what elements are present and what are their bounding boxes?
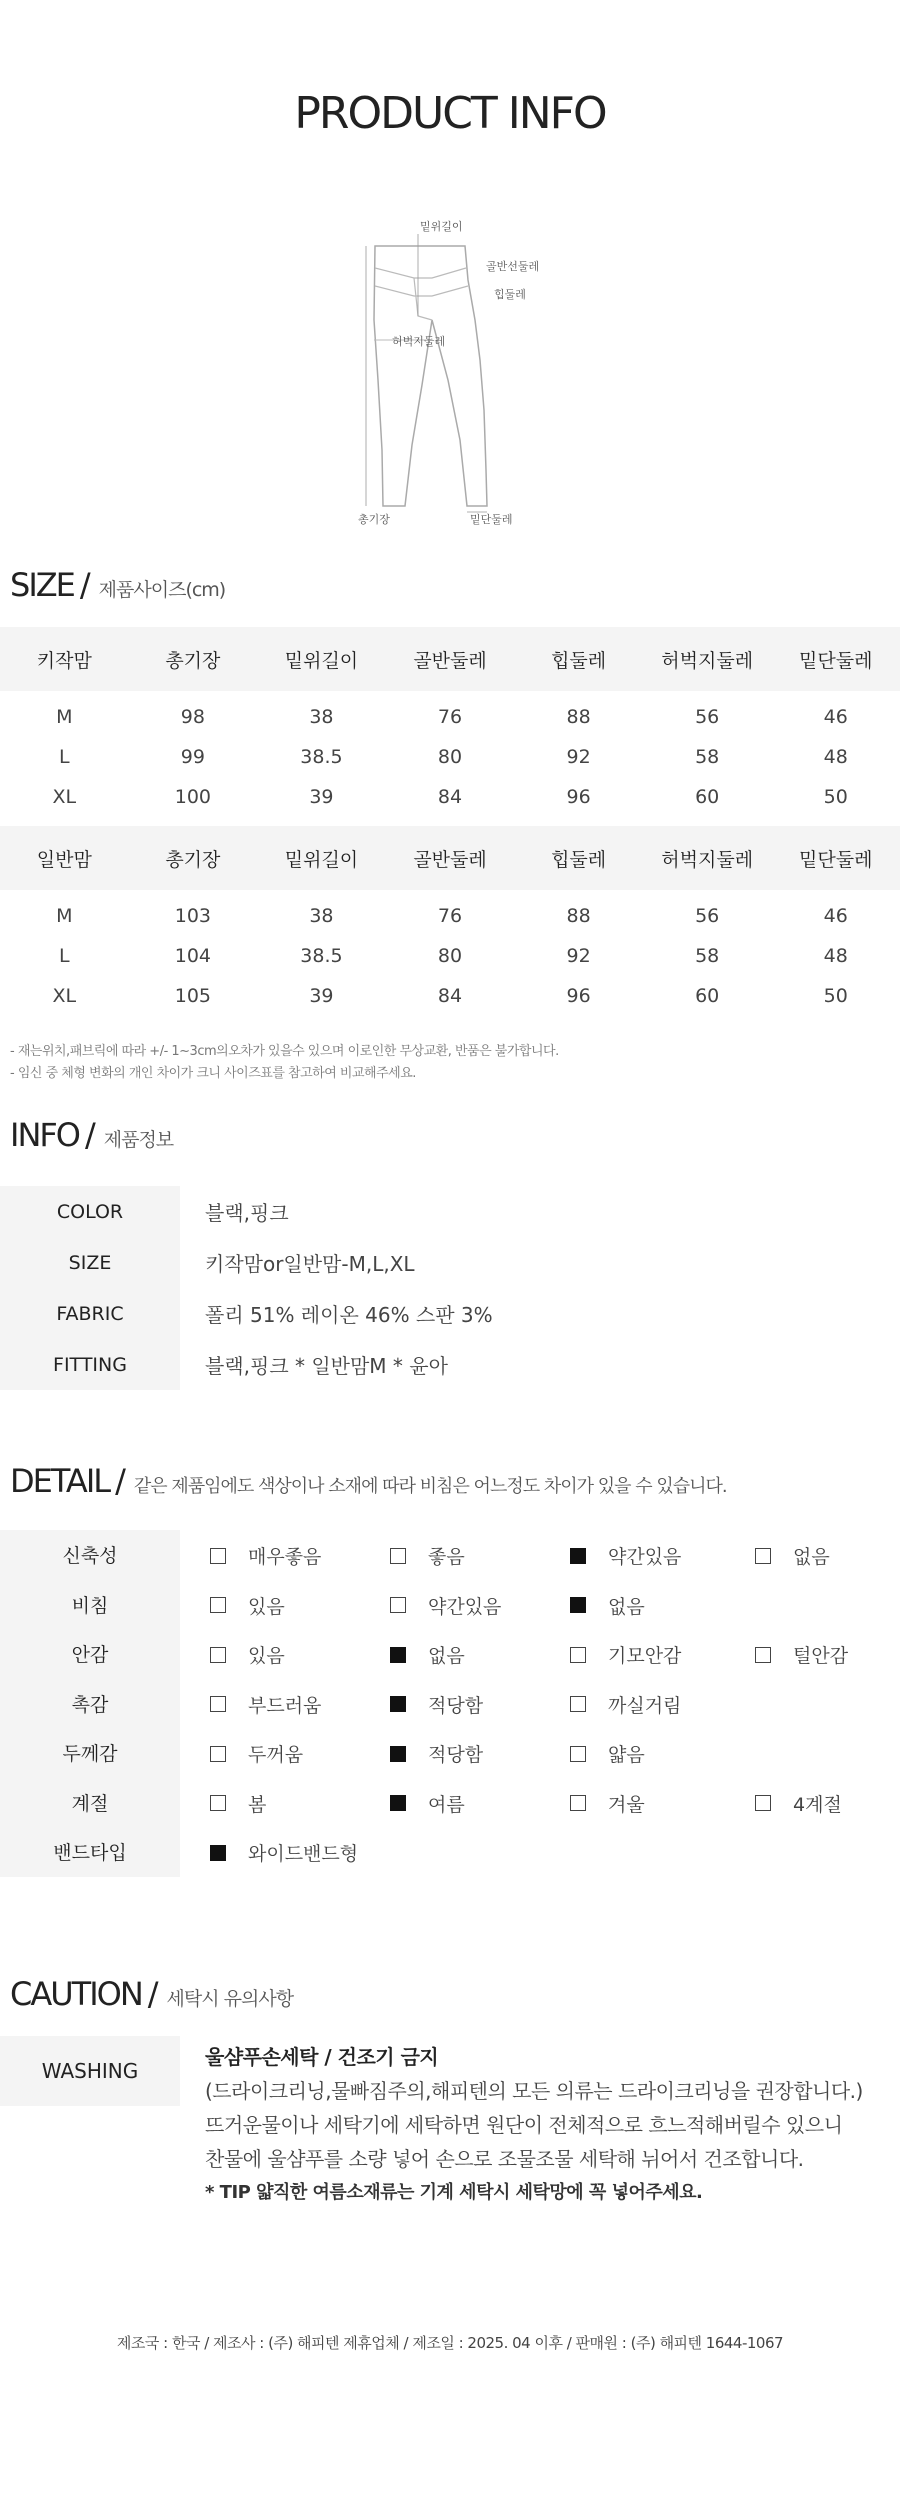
size-table-header <box>0 826 900 890</box>
info-value: 폴리 51% 레이온 46% 스판 3% <box>205 1303 493 1327</box>
detail-option <box>210 1790 266 1817</box>
page-title: PRODUCT INFO <box>294 88 606 139</box>
detail-option-label: 부드러움 <box>248 1694 322 1717</box>
label-hip: 힙둘레 <box>494 288 526 301</box>
table-cell: 80 <box>437 746 463 768</box>
checked-box-icon <box>390 1647 406 1663</box>
empty-box-icon <box>390 1597 406 1613</box>
size-table-regular <box>0 826 900 1016</box>
washing-line: 뜨거운물이나 세탁기에 세탁하면 원단이 전체적으로 흐느적해버릴수 있으니 <box>205 2113 843 2137</box>
empty-box-icon <box>755 1795 771 1811</box>
table-row <box>0 896 900 936</box>
size-section-heading <box>10 566 225 604</box>
table-cell: XL <box>52 985 77 1007</box>
washing-tip: * TIP 얇직한 여름소재류는 기계 세탁시 세탁망에 꼭 넣어주세요. <box>205 2182 703 2203</box>
table-cell: 39 <box>309 786 334 808</box>
detail-option-label: 까실거림 <box>608 1694 682 1717</box>
size-table-short <box>0 627 900 817</box>
detail-option-label: 있음 <box>248 1595 285 1618</box>
caution-subheading: 세탁시 유의사항 <box>166 1988 294 2010</box>
pants-outline-illustration <box>350 220 570 530</box>
empty-box-icon <box>570 1746 586 1762</box>
table-cell: 76 <box>437 706 463 728</box>
detail-option-label: 약간있음 <box>428 1595 502 1618</box>
washing-line: 찬물에 울샴푸를 소량 넣어 손으로 조물조물 세탁해 뉘어서 건조합니다. <box>205 2147 804 2171</box>
detail-option-label: 적당함 <box>428 1744 484 1766</box>
detail-option-label: 두꺼움 <box>248 1744 304 1766</box>
detail-option <box>210 1641 285 1668</box>
info-row-color <box>0 1186 900 1237</box>
empty-box-icon <box>210 1795 226 1811</box>
info-row-fitting <box>0 1339 900 1390</box>
table-cell: 99 <box>180 746 205 768</box>
detail-option-label: 와이드밴드형 <box>248 1843 359 1865</box>
header-cell: 총기장 <box>165 649 221 672</box>
table-cell: 98 <box>180 706 205 728</box>
table-cell: 38 <box>309 905 334 927</box>
table-cell: 56 <box>695 905 720 927</box>
detail-option-label: 얇음 <box>608 1744 645 1766</box>
empty-box-icon <box>210 1696 226 1712</box>
size-notes <box>10 1041 559 1085</box>
detail-option <box>755 1641 848 1668</box>
header-cell: 힙둘레 <box>551 848 607 871</box>
table-cell: 104 <box>174 945 211 967</box>
table-row <box>0 777 900 817</box>
detail-option-label: 여름 <box>428 1793 465 1816</box>
detail-option <box>390 1641 465 1668</box>
label-rise: 밑위길이 <box>420 220 463 233</box>
header-cell: 밑단둘레 <box>799 649 873 672</box>
detail-option-label: 매우좋음 <box>248 1546 322 1568</box>
empty-box-icon <box>755 1647 771 1663</box>
detail-option <box>570 1592 645 1619</box>
table-cell: 105 <box>174 985 211 1007</box>
table-cell: 76 <box>437 905 463 927</box>
header-cell: 일반맘 <box>36 848 92 871</box>
detail-label: 두께감 <box>0 1728 180 1778</box>
detail-heading-slash: / <box>115 1462 126 1500</box>
detail-option-label: 없음 <box>793 1546 830 1568</box>
header-cell: 허벅지둘레 <box>661 848 754 871</box>
washing-title: 울샴푸손세탁 / 건조기 금지 <box>205 2045 439 2069</box>
table-cell: 80 <box>437 945 463 967</box>
table-cell: XL <box>52 786 77 808</box>
size-note: - 임신 중 체형 변화의 개인 차이가 크니 사이즈표를 참고하여 비교해주세요. <box>10 1066 416 1081</box>
empty-box-icon <box>570 1795 586 1811</box>
detail-option-label: 없음 <box>608 1595 645 1618</box>
table-cell: 39 <box>309 985 334 1007</box>
empty-box-icon <box>570 1647 586 1663</box>
header-cell: 골반둘레 <box>413 649 487 672</box>
info-label: FABRIC <box>0 1288 180 1339</box>
detail-option-label: 봄 <box>248 1793 267 1816</box>
table-cell: 50 <box>823 985 848 1007</box>
checked-box-icon <box>390 1746 406 1762</box>
table-cell: L <box>58 746 70 768</box>
detail-option <box>390 1790 465 1817</box>
table-cell: M <box>56 905 73 927</box>
table-cell: 96 <box>566 985 591 1007</box>
header-cell: 총기장 <box>165 848 221 871</box>
header-cell: 힙둘레 <box>551 649 607 672</box>
checked-box-icon <box>390 1795 406 1811</box>
table-row <box>0 697 900 737</box>
caution-heading-slash: / <box>147 1975 159 2013</box>
table-cell: 38.5 <box>300 746 343 768</box>
table-cell: M <box>56 706 73 728</box>
empty-box-icon <box>210 1746 226 1762</box>
table-cell: 58 <box>695 746 720 768</box>
detail-label: 신축성 <box>0 1530 180 1580</box>
detail-label: 밴드타입 <box>0 1827 180 1877</box>
detail-option <box>390 1740 483 1767</box>
table-cell: 84 <box>437 786 463 808</box>
empty-box-icon <box>210 1548 226 1564</box>
detail-option <box>570 1691 681 1718</box>
table-cell: 50 <box>823 786 848 808</box>
size-table-header <box>0 627 900 691</box>
empty-box-icon <box>755 1548 771 1564</box>
detail-option <box>570 1542 681 1569</box>
info-heading: INFO <box>10 1116 79 1154</box>
label-hip-waist: 골반선둘레 <box>486 260 540 273</box>
manufacturer-info: 제조국 : 한국 / 제조사 : (주) 해피텐 제휴업체 / 제조일 : 2025. 04 이후 / 판매원 : (주) 해피텐 1644-1067 <box>116 2334 784 2352</box>
checked-box-icon <box>210 1845 226 1861</box>
detail-option <box>390 1542 465 1569</box>
table-cell: 100 <box>174 786 211 808</box>
washing-label: WASHING <box>0 2036 180 2106</box>
table-cell: 38 <box>309 706 334 728</box>
table-cell: 84 <box>437 985 463 1007</box>
detail-option-label: 기모안감 <box>608 1645 682 1667</box>
header-cell: 밑위길이 <box>284 649 359 672</box>
header-cell: 밑위길이 <box>284 848 359 871</box>
detail-section-heading <box>10 1462 727 1500</box>
label-thigh: 허벅지둘레 <box>392 335 446 348</box>
detail-option <box>570 1740 645 1767</box>
info-row-size <box>0 1237 900 1288</box>
header-cell: 골반둘레 <box>413 848 487 871</box>
washing-line: (드라이크리닝,물빠짐주의,해피텐의 모든 의류는 드라이크리닝을 권장합니다.) <box>205 2079 863 2103</box>
caution-section-heading <box>10 1975 293 2013</box>
size-heading-slash: / <box>79 566 91 604</box>
empty-box-icon <box>390 1548 406 1564</box>
detail-option <box>210 1691 321 1718</box>
detail-option-label: 있음 <box>248 1645 285 1667</box>
table-cell: 92 <box>566 746 591 768</box>
pants-measurement-diagram <box>350 220 570 530</box>
detail-option <box>390 1592 501 1619</box>
table-cell: L <box>58 945 70 967</box>
table-row <box>0 737 900 777</box>
detail-row-band-type <box>0 1827 900 1877</box>
caution-heading: CAUTION <box>10 1975 142 2013</box>
label-length: 총기장 <box>358 513 390 526</box>
table-cell: 92 <box>566 945 591 967</box>
table-row <box>0 936 900 976</box>
checked-box-icon <box>570 1597 586 1613</box>
table-cell: 48 <box>823 945 848 967</box>
detail-heading: DETAIL <box>10 1462 110 1500</box>
info-section-heading <box>10 1116 173 1154</box>
detail-label: 계절 <box>0 1778 180 1828</box>
detail-option-label: 약간있음 <box>608 1546 682 1568</box>
detail-option-label: 겨울 <box>608 1793 645 1816</box>
empty-box-icon <box>210 1647 226 1663</box>
detail-option <box>210 1740 303 1767</box>
info-label: SIZE <box>0 1237 180 1288</box>
checked-box-icon <box>390 1696 406 1712</box>
washing-instructions <box>205 2040 895 2210</box>
detail-option-label: 좋음 <box>428 1546 465 1568</box>
detail-subheading: 같은 제품임에도 색상이나 소재에 따라 비침은 어느정도 차이가 있을 수 있습니다. <box>133 1476 727 1497</box>
table-cell: 58 <box>695 945 720 967</box>
info-value: 블랙,핑크 <box>205 1201 289 1225</box>
detail-label: 촉감 <box>0 1679 180 1729</box>
table-cell: 88 <box>566 706 591 728</box>
table-cell: 48 <box>823 746 848 768</box>
detail-option <box>210 1839 358 1866</box>
checked-box-icon <box>570 1548 586 1564</box>
detail-option <box>210 1542 321 1569</box>
table-cell: 46 <box>823 905 848 927</box>
info-label: COLOR <box>0 1186 180 1237</box>
table-cell: 56 <box>695 706 720 728</box>
size-subheading: 제품사이즈(cm) <box>98 579 226 601</box>
detail-option <box>570 1641 681 1668</box>
detail-label: 비침 <box>0 1580 180 1630</box>
empty-box-icon <box>570 1696 586 1712</box>
info-heading-slash: / <box>84 1116 96 1154</box>
table-cell: 46 <box>823 706 848 728</box>
table-cell: 96 <box>566 786 591 808</box>
header-cell: 키작맘 <box>36 649 92 672</box>
table-row <box>0 976 900 1016</box>
detail-option <box>210 1592 285 1619</box>
info-table <box>0 1186 900 1390</box>
info-value: 키작맘or일반맘-M,L,XL <box>205 1252 415 1276</box>
detail-option-label: 털안감 <box>793 1645 849 1667</box>
detail-option <box>390 1691 483 1718</box>
info-value: 블랙,핑크 * 일반맘M * 윤아 <box>205 1354 448 1378</box>
detail-label: 안감 <box>0 1629 180 1679</box>
info-label: FITTING <box>0 1339 180 1390</box>
header-cell: 허벅지둘레 <box>661 649 754 672</box>
label-hem: 밑단둘레 <box>470 513 513 526</box>
info-subheading: 제품정보 <box>103 1129 174 1151</box>
table-cell: 103 <box>174 905 211 927</box>
size-heading: SIZE <box>10 566 74 604</box>
info-row-fabric <box>0 1288 900 1339</box>
table-cell: 88 <box>566 905 591 927</box>
detail-option-label: 적당함 <box>428 1694 484 1717</box>
size-note: - 재는위치,패브릭에 따라 +/- 1~3cm의오차가 있을수 있으며 이로인한 무상교환, 반품은 불가합니다. <box>10 1044 559 1059</box>
header-cell: 밑단둘레 <box>799 848 873 871</box>
detail-option <box>755 1542 830 1569</box>
table-cell: 38.5 <box>300 945 343 967</box>
empty-box-icon <box>210 1597 226 1613</box>
table-cell: 60 <box>695 985 720 1007</box>
detail-option <box>755 1790 842 1817</box>
detail-option <box>570 1790 645 1817</box>
table-cell: 60 <box>695 786 720 808</box>
detail-option-label: 없음 <box>428 1645 465 1667</box>
detail-option-label: 4계절 <box>793 1793 842 1816</box>
